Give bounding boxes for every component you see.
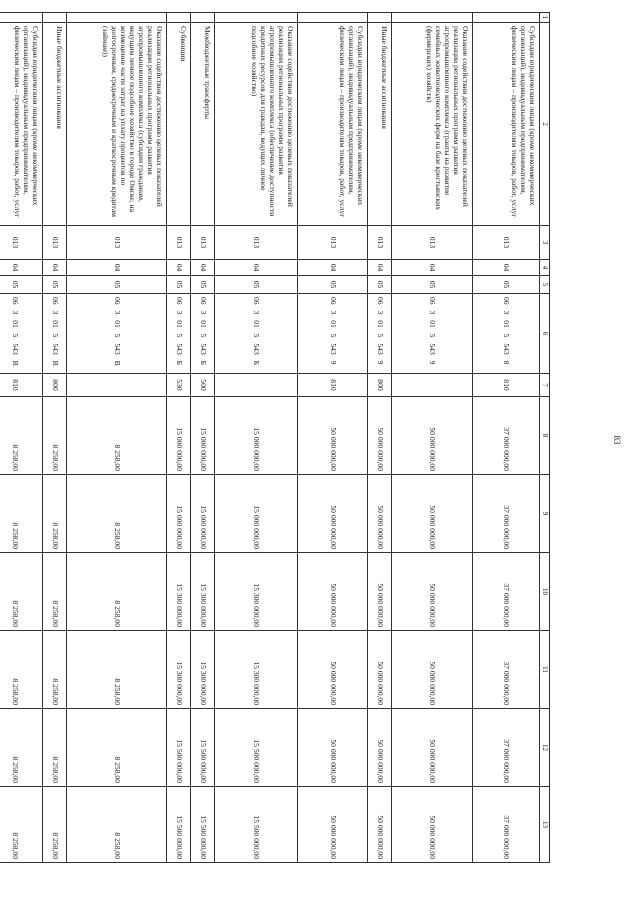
amount-cell: 15 000 000,00 bbox=[167, 397, 191, 475]
header-cell: 7 bbox=[540, 374, 550, 397]
expense-type-code: 810 bbox=[473, 374, 540, 397]
amount-cell: 50 000 000,00 bbox=[368, 475, 392, 553]
amount-cell: 15 300 000,00 bbox=[215, 631, 298, 709]
ministry-code: 013 bbox=[167, 226, 191, 260]
subsection-code: 05 bbox=[473, 276, 540, 294]
row-index-cell bbox=[473, 13, 540, 23]
budget-table-rotated bbox=[11, 12, 550, 862]
amount-cell: 37 000 000,00 bbox=[473, 709, 540, 787]
section-code: 04 bbox=[473, 260, 540, 276]
amount-cell: 15 500 000,00 bbox=[215, 787, 298, 863]
target-article-code: 06 3 01 5 543 Б bbox=[167, 294, 191, 374]
expense-type-code: 500 bbox=[191, 374, 215, 397]
expense-type-code bbox=[67, 374, 167, 397]
amount-cell: 15 300 000,00 bbox=[167, 553, 191, 631]
row-index-cell bbox=[392, 13, 473, 23]
section-code: 04 bbox=[215, 260, 298, 276]
header-cell: 5 bbox=[540, 276, 550, 294]
table-row bbox=[298, 13, 368, 863]
table-row bbox=[167, 13, 191, 863]
amount-cell: 15 500 000,00 bbox=[215, 709, 298, 787]
header-cell: 1 bbox=[540, 13, 550, 23]
amount-cell: 37 000 000,00 bbox=[473, 787, 540, 863]
header-cell: 11 bbox=[540, 631, 550, 709]
amount-cell: 8 258,00 bbox=[67, 631, 167, 709]
subsection-code: 05 bbox=[191, 276, 215, 294]
amount-cell: 8 258,00 bbox=[43, 475, 67, 553]
section-code: 04 bbox=[298, 260, 368, 276]
item-name: Межбюджетные трансферты bbox=[191, 23, 215, 226]
row-index-cell bbox=[67, 13, 167, 23]
header-cell: 13 bbox=[540, 787, 550, 863]
section-code: 04 bbox=[43, 260, 67, 276]
subsection-code: 05 bbox=[0, 276, 43, 294]
row-index-cell bbox=[191, 13, 215, 23]
subsection-code: 05 bbox=[67, 276, 167, 294]
amount-cell: 50 000 000,00 bbox=[298, 631, 368, 709]
ministry-code: 013 bbox=[0, 226, 43, 260]
amount-cell: 50 000 000,00 bbox=[392, 475, 473, 553]
header-cell: 10 bbox=[540, 553, 550, 631]
amount-cell: 8 258,00 bbox=[0, 553, 43, 631]
item-name: Оказание содействия достижению целевых показателей реализации региональных программ развития агропромышленного комплекса (гранты на развитие семейных животноводческих ферм на базе крестьянских (фермерских) хозяйств) bbox=[392, 23, 473, 226]
row-index-cell bbox=[215, 13, 298, 23]
table-row bbox=[43, 13, 67, 863]
item-name: Субсидии юридическим лицам (кроме некоммерческих организаций), индивидуальным предпринимателям, физическим лицам – производителям товаров, работ, услуг bbox=[473, 23, 540, 226]
amount-cell: 8 258,00 bbox=[43, 787, 67, 863]
expense-type-code: 800 bbox=[368, 374, 392, 397]
amount-cell: 8 258,00 bbox=[0, 631, 43, 709]
expense-type-code: 530 bbox=[167, 374, 191, 397]
ministry-code: 013 bbox=[392, 226, 473, 260]
subsection-code: 05 bbox=[43, 276, 67, 294]
subsection-code: 05 bbox=[368, 276, 392, 294]
target-article-code: 06 3 01 5 543 8 bbox=[473, 294, 540, 374]
amount-cell: 50 000 000,00 bbox=[392, 709, 473, 787]
amount-cell: 15 500 000,00 bbox=[191, 787, 215, 863]
amount-cell: 15 500 000,00 bbox=[167, 709, 191, 787]
subsection-code: 05 bbox=[167, 276, 191, 294]
ministry-code: 013 bbox=[215, 226, 298, 260]
amount-cell: 8 258,00 bbox=[43, 631, 67, 709]
page-number: 83 bbox=[612, 435, 622, 445]
item-name: Оказание содействия достижению целевых показателей реализации региональных программ развития агропромышленного комплекса (субсидии гражданам, ведущим личное подсобное хозяйство в городе Омске, на возмещение части затрат на уплату процентов по долгосрочным, среднесрочным и краткосрочным кредитам (займам)) bbox=[67, 23, 167, 226]
header-cell: 6 bbox=[540, 294, 550, 374]
amount-cell: 15 300 000,00 bbox=[215, 553, 298, 631]
amount-cell: 15 300 000,00 bbox=[191, 553, 215, 631]
amount-cell: 50 000 000,00 bbox=[298, 397, 368, 475]
table-row bbox=[215, 13, 298, 863]
header-cell: 4 bbox=[540, 260, 550, 276]
ministry-code: 013 bbox=[298, 226, 368, 260]
amount-cell: 15 000 000,00 bbox=[191, 475, 215, 553]
item-name: Субсидии юридическим лицам (кроме некоммерческих организаций), индивидуальным предпринимателям, физическим лицам – производителям товаров, работ, услуг bbox=[0, 23, 43, 226]
amount-cell: 50 000 000,00 bbox=[298, 787, 368, 863]
amount-cell: 8 258,00 bbox=[43, 709, 67, 787]
amount-cell: 50 000 000,00 bbox=[298, 475, 368, 553]
header-cell: 12 bbox=[540, 709, 550, 787]
amount-cell: 37 000 000,00 bbox=[473, 631, 540, 709]
amount-cell: 8 258,00 bbox=[0, 709, 43, 787]
amount-cell: 15 000 000,00 bbox=[215, 475, 298, 553]
amount-cell: 8 258,00 bbox=[0, 397, 43, 475]
amount-cell: 15 300 000,00 bbox=[167, 631, 191, 709]
target-article-code: 06 3 01 5 543 Б bbox=[191, 294, 215, 374]
amount-cell: 50 000 000,00 bbox=[392, 631, 473, 709]
section-code: 04 bbox=[67, 260, 167, 276]
amount-cell: 50 000 000,00 bbox=[368, 631, 392, 709]
amount-cell: 50 000 000,00 bbox=[392, 397, 473, 475]
amount-cell: 50 000 000,00 bbox=[368, 553, 392, 631]
item-name: Субсидии юридическим лицам (кроме некоммерческих организаций), индивидуальным предпринимателям, физическим лицам – производителям товаров, работ, услуг bbox=[298, 23, 368, 226]
section-code: 04 bbox=[392, 260, 473, 276]
amount-cell: 50 000 000,00 bbox=[298, 553, 368, 631]
subsection-code: 05 bbox=[392, 276, 473, 294]
table-row bbox=[473, 13, 540, 863]
row-index-cell bbox=[0, 13, 43, 23]
amount-cell: 37 000 000,00 bbox=[473, 553, 540, 631]
amount-cell: 8 258,00 bbox=[43, 553, 67, 631]
row-index-cell bbox=[167, 13, 191, 23]
section-code: 04 bbox=[191, 260, 215, 276]
amount-cell: 50 000 000,00 bbox=[392, 787, 473, 863]
amount-cell: 8 258,00 bbox=[0, 475, 43, 553]
ministry-code: 013 bbox=[191, 226, 215, 260]
expense-type-code: 800 bbox=[43, 374, 67, 397]
amount-cell: 8 258,00 bbox=[67, 787, 167, 863]
item-name: Оказание содействия достижению целевых показателей реализации региональных программ развития агропромышленного комплекса (обеспечение доступности кредитных ресурсов для граждан, ведущих личное подсобное хозяйство) bbox=[215, 23, 298, 226]
item-name: Иные бюджетные ассигнования bbox=[368, 23, 392, 226]
header-cell: 9 bbox=[540, 475, 550, 553]
amount-cell: 50 000 000,00 bbox=[392, 553, 473, 631]
ministry-code: 013 bbox=[67, 226, 167, 260]
header-cell: 2 bbox=[540, 23, 550, 226]
target-article-code: 06 3 01 5 543 Б bbox=[215, 294, 298, 374]
amount-cell: 37 000 000,00 bbox=[473, 475, 540, 553]
amount-cell: 50 000 000,00 bbox=[298, 709, 368, 787]
header-cell: 8 bbox=[540, 397, 550, 475]
row-index-cell bbox=[368, 13, 392, 23]
ministry-code: 013 bbox=[368, 226, 392, 260]
amount-cell: 15 300 000,00 bbox=[191, 631, 215, 709]
target-article-code: 06 3 01 5 543 В bbox=[0, 294, 43, 374]
table-row bbox=[67, 13, 167, 863]
section-code: 04 bbox=[167, 260, 191, 276]
expense-type-code bbox=[215, 374, 298, 397]
target-article-code: 06 3 01 5 543 9 bbox=[392, 294, 473, 374]
subsection-code: 05 bbox=[215, 276, 298, 294]
amount-cell: 50 000 000,00 bbox=[368, 397, 392, 475]
amount-cell: 8 258,00 bbox=[67, 397, 167, 475]
table-row bbox=[368, 13, 392, 863]
amount-cell: 50 000 000,00 bbox=[368, 787, 392, 863]
amount-cell: 8 258,00 bbox=[67, 709, 167, 787]
target-article-code: 06 3 01 5 543 9 bbox=[298, 294, 368, 374]
amount-cell: 8 258,00 bbox=[67, 553, 167, 631]
subsection-code: 05 bbox=[298, 276, 368, 294]
expense-type-code: 810 bbox=[298, 374, 368, 397]
target-article-code: 06 3 01 5 543 9 bbox=[368, 294, 392, 374]
amount-cell: 15 500 000,00 bbox=[167, 787, 191, 863]
amount-cell: 37 000 000,00 bbox=[473, 397, 540, 475]
amount-cell: 50 000 000,00 bbox=[368, 709, 392, 787]
amount-cell: 8 258,00 bbox=[0, 787, 43, 863]
section-code: 04 bbox=[368, 260, 392, 276]
amount-cell: 15 000 000,00 bbox=[215, 397, 298, 475]
header-cell: 3 bbox=[540, 226, 550, 260]
row-index-cell bbox=[43, 13, 67, 23]
item-name: Субвенции bbox=[167, 23, 191, 226]
expense-type-code: 810 bbox=[0, 374, 43, 397]
target-article-code: 06 3 01 5 543 В bbox=[67, 294, 167, 374]
amount-cell: 8 258,00 bbox=[67, 475, 167, 553]
ministry-code: 013 bbox=[43, 226, 67, 260]
amount-cell: 8 258,00 bbox=[43, 397, 67, 475]
expense-type-code bbox=[392, 374, 473, 397]
table-row bbox=[0, 13, 43, 863]
header-row bbox=[540, 13, 550, 863]
amount-cell: 15 500 000,00 bbox=[191, 709, 215, 787]
table-row bbox=[392, 13, 473, 863]
row-index-cell bbox=[298, 13, 368, 23]
item-name: Иные бюджетные ассигнования bbox=[43, 23, 67, 226]
target-article-code: 06 3 01 5 543 В bbox=[43, 294, 67, 374]
amount-cell: 15 000 000,00 bbox=[167, 475, 191, 553]
section-code: 04 bbox=[0, 260, 43, 276]
table-row bbox=[191, 13, 215, 863]
budget-table bbox=[0, 12, 550, 863]
amount-cell: 15 000 000,00 bbox=[191, 397, 215, 475]
ministry-code: 013 bbox=[473, 226, 540, 260]
